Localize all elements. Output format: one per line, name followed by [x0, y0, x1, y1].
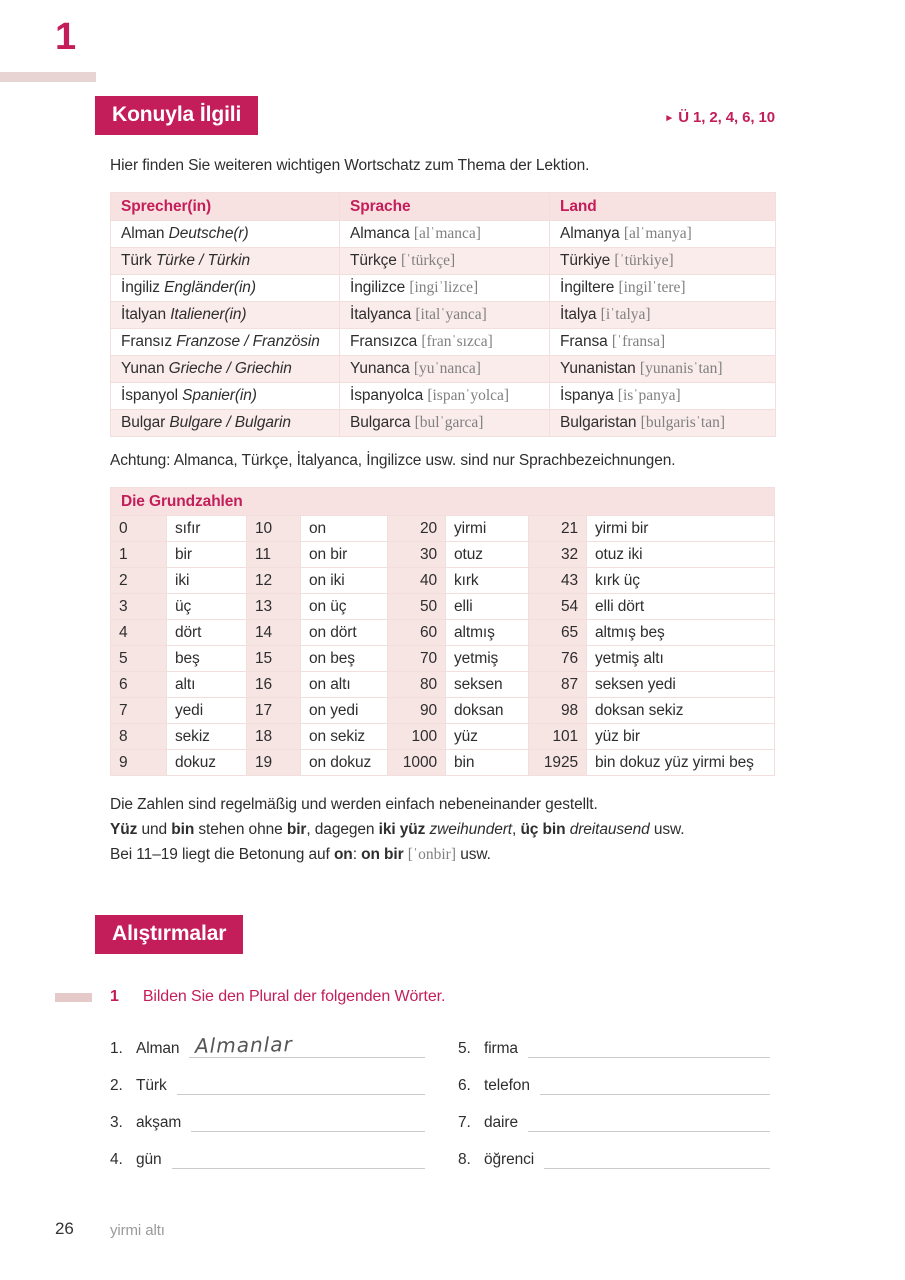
word: Fransa: [560, 333, 612, 350]
numeral-cell: 12: [247, 568, 301, 594]
number-word-cell: üç: [167, 594, 247, 620]
number-word-cell: on sekiz: [301, 724, 388, 750]
numeral-cell: 13: [247, 594, 301, 620]
country-cell: [550, 383, 776, 410]
chapter-accent-bar: [0, 72, 96, 82]
pronunciation: [yunanisˈtan]: [639, 360, 723, 377]
text-segment: Bei 11–19 liegt die Betonung auf: [110, 846, 334, 863]
numeral-cell: 5: [111, 646, 167, 672]
exercise-item: [110, 1141, 425, 1169]
number-word-cell: on: [301, 516, 388, 542]
word: Fransız: [121, 333, 177, 350]
text-segment: [ˈonbir]: [407, 846, 456, 863]
language-cell: [340, 410, 550, 437]
numeral-cell: 10: [247, 516, 301, 542]
number-word-cell: altı: [167, 672, 247, 698]
exercise-items-grid: [110, 1030, 775, 1178]
exercise-item: [110, 1104, 425, 1132]
number-word-cell: iki: [167, 568, 247, 594]
exercise-accent-bar: [55, 993, 92, 1002]
vocabulary-table: [110, 192, 776, 437]
item-number: 3.: [110, 1114, 123, 1131]
text-segment: on bir: [361, 846, 404, 863]
german-translation: Türke / Türkin: [155, 252, 251, 269]
item-word: gün: [136, 1151, 162, 1168]
language-cell: [340, 302, 550, 329]
german-translation: Deutsche(r): [168, 225, 249, 242]
section-title-konuyla-ilgili: Konuyla İlgili: [95, 96, 258, 135]
vocab-table-body: [111, 221, 776, 437]
number-word-cell: on bir: [301, 542, 388, 568]
country-cell: [550, 329, 776, 356]
chapter-number: 1: [55, 16, 77, 58]
number-word-cell: yedi: [167, 698, 247, 724]
numeral-cell: 80: [388, 672, 446, 698]
pronunciation: [alˈmanca]: [413, 225, 481, 242]
text-segment: zweihundert: [429, 821, 513, 838]
numbers-row: [111, 724, 775, 750]
vocab-row: [111, 302, 776, 329]
vocab-row: [111, 221, 776, 248]
numbers-explanation: [110, 792, 790, 867]
numeral-cell: 60: [388, 620, 446, 646]
number-word-cell: on altı: [301, 672, 388, 698]
numeral-cell: 32: [529, 542, 587, 568]
number-word-cell: seksen: [446, 672, 529, 698]
vocab-row: [111, 329, 776, 356]
exercise-item: [110, 1067, 425, 1095]
item-word: Türk: [136, 1077, 167, 1094]
numbers-row: [111, 542, 775, 568]
numeral-cell: 70: [388, 646, 446, 672]
numeral-cell: 100: [388, 724, 446, 750]
item-number: 8.: [458, 1151, 471, 1168]
numbers-table-body: [111, 516, 775, 776]
text-segment: ,: [512, 821, 521, 838]
number-word-cell: on dokuz: [301, 750, 388, 776]
answer-blank[interactable]: [528, 1030, 770, 1058]
word: İspanya: [560, 387, 618, 404]
word: İspanyolca: [350, 387, 428, 404]
achtung-note: Achtung: Almanca, Türkçe, İtalyanca, İngilizce usw. sind nur Sprachbezeichnungen.: [110, 452, 676, 469]
item-number: 7.: [458, 1114, 471, 1131]
number-word-cell: kırk: [446, 568, 529, 594]
numbers-row: [111, 672, 775, 698]
numeral-cell: 90: [388, 698, 446, 724]
numbers-row: [111, 516, 775, 542]
vocab-row: [111, 275, 776, 302]
numbers-row: [111, 646, 775, 672]
numeral-cell: 19: [247, 750, 301, 776]
number-word-cell: yüz: [446, 724, 529, 750]
word: İtalyanca: [350, 306, 416, 323]
item-word: telefon: [484, 1077, 530, 1094]
numbers-row: [111, 698, 775, 724]
pronunciation: [isˈpanya]: [617, 387, 681, 404]
vocab-row: [111, 383, 776, 410]
section-title-alistirmalar: Alıştırmalar: [95, 915, 243, 954]
word: Türkçe: [350, 252, 401, 269]
country-cell: [550, 410, 776, 437]
number-word-cell: kırk üç: [587, 568, 775, 594]
pronunciation: [ˈtürkçe]: [400, 252, 456, 269]
item-word: daire: [484, 1114, 518, 1131]
item-word: firma: [484, 1040, 518, 1057]
handwritten-answer: Almanlar: [195, 1032, 294, 1058]
number-word-cell: bin: [446, 750, 529, 776]
german-translation: Spanier(in): [182, 387, 257, 404]
answer-blank[interactable]: [189, 1030, 425, 1058]
pronunciation: [ˈtürkiye]: [614, 252, 674, 269]
word: Yunanistan: [560, 360, 640, 377]
numbers-row: [111, 568, 775, 594]
text-segment: stehen ohne: [194, 821, 287, 838]
number-word-cell: on üç: [301, 594, 388, 620]
language-cell: [340, 248, 550, 275]
word: Bulgar: [121, 414, 170, 431]
exercise-instruction: Bilden Sie den Plural der folgenden Wörter.: [142, 988, 446, 1005]
exercise-item: [110, 1030, 425, 1058]
number-word-cell: bir: [167, 542, 247, 568]
number-word-cell: sıfır: [167, 516, 247, 542]
text-segment: on: [333, 846, 353, 863]
language-cell: [340, 383, 550, 410]
numbers-explanation-line3: [110, 842, 790, 867]
speaker-cell: [111, 248, 340, 275]
numeral-cell: 1925: [529, 750, 587, 776]
numeral-cell: 21: [529, 516, 587, 542]
language-cell: [340, 356, 550, 383]
page-number: 26: [55, 1219, 74, 1238]
number-word-cell: yetmiş altı: [587, 646, 775, 672]
numeral-cell: 101: [529, 724, 587, 750]
number-word-cell: otuz: [446, 542, 529, 568]
number-word-cell: on beş: [301, 646, 388, 672]
numeral-cell: 18: [247, 724, 301, 750]
text-segment: iki yüz: [378, 821, 426, 838]
item-number: 2.: [110, 1077, 123, 1094]
item-number: 1.: [110, 1040, 123, 1057]
number-word-cell: otuz iki: [587, 542, 775, 568]
exercise-item: [458, 1030, 770, 1058]
word: Yunanca: [350, 360, 414, 377]
numeral-cell: 15: [247, 646, 301, 672]
vocab-row: [111, 248, 776, 275]
speaker-cell: [111, 275, 340, 302]
right-triangle-icon: ►: [664, 113, 675, 124]
word: Alman: [121, 225, 169, 242]
word: İtalyan: [121, 306, 171, 323]
pronunciation: [ingilˈtere]: [618, 279, 686, 296]
number-word-cell: seksen yedi: [587, 672, 775, 698]
numbers-table-title: Die Grundzahlen: [111, 488, 775, 516]
text-segment: und: [137, 821, 172, 838]
numeral-cell: 76: [529, 646, 587, 672]
number-word-cell: on dört: [301, 620, 388, 646]
german-translation: Engländer(in): [164, 279, 256, 296]
answer-blank[interactable]: [191, 1104, 425, 1132]
country-cell: [550, 248, 776, 275]
text-segment: usw.: [649, 821, 685, 838]
language-cell: [340, 221, 550, 248]
german-translation: Grieche / Griechin: [168, 360, 292, 377]
answer-blank[interactable]: [177, 1067, 425, 1095]
numeral-cell: 20: [388, 516, 446, 542]
pronunciation: [ˈfransa]: [611, 333, 666, 350]
numbers-explanation-line1: [110, 792, 790, 817]
exercise-reference: [664, 109, 775, 126]
number-word-cell: doksan: [446, 698, 529, 724]
language-cell: [340, 329, 550, 356]
number-word-cell: yirmi: [446, 516, 529, 542]
numeral-cell: 98: [529, 698, 587, 724]
numeral-cell: 50: [388, 594, 446, 620]
vocab-header-sprecher: Sprecher(in): [111, 193, 340, 221]
vocab-row: [111, 410, 776, 437]
speaker-cell: [111, 302, 340, 329]
numeral-cell: 8: [111, 724, 167, 750]
item-word: akşam: [136, 1114, 182, 1131]
cardinal-numbers-table: [110, 487, 775, 776]
number-word-cell: doksan sekiz: [587, 698, 775, 724]
pronunciation: [alˈmanya]: [623, 225, 692, 242]
text-segment: bin: [171, 821, 195, 838]
numeral-cell: 6: [111, 672, 167, 698]
page-number-word: yirmi altı: [110, 1222, 165, 1239]
numeral-cell: 9: [111, 750, 167, 776]
word: Bulgaristan: [560, 414, 641, 431]
word: İngiltere: [560, 279, 619, 296]
exercise-items-left: [110, 1030, 425, 1178]
numeral-cell: 11: [247, 542, 301, 568]
pronunciation: [italˈyanca]: [415, 306, 487, 323]
numeral-cell: 87: [529, 672, 587, 698]
numeral-cell: 2: [111, 568, 167, 594]
item-word: Alman: [136, 1040, 180, 1057]
text-segment: üç bin: [520, 821, 566, 838]
pronunciation: [yuˈnanca]: [413, 360, 481, 377]
pronunciation: [iˈtalya]: [600, 306, 651, 323]
answer-blank[interactable]: [528, 1104, 770, 1132]
numeral-cell: 14: [247, 620, 301, 646]
country-cell: [550, 275, 776, 302]
german-translation: Bulgare / Bulgarin: [169, 414, 291, 431]
numeral-cell: 17: [247, 698, 301, 724]
word: Almanca: [350, 225, 414, 242]
vocab-header-land: Land: [550, 193, 776, 221]
speaker-cell: [111, 329, 340, 356]
item-number: 6.: [458, 1077, 471, 1094]
answer-blank[interactable]: [172, 1141, 425, 1169]
numbers-explanation-line2: [110, 817, 790, 842]
numeral-cell: 40: [388, 568, 446, 594]
pronunciation: [ingiˈlizce]: [409, 279, 479, 296]
word: İtalya: [560, 306, 601, 323]
pronunciation: [bulgarisˈtan]: [640, 414, 726, 431]
text-segment: dreitausend: [569, 821, 650, 838]
german-translation: Franzose / Französin: [176, 333, 320, 350]
exercise-item: [458, 1067, 770, 1095]
item-number: 5.: [458, 1040, 471, 1057]
number-word-cell: altmış: [446, 620, 529, 646]
text-segment: Die Zahlen sind regelmäßig und werden einfach nebeneinander gestellt.: [110, 796, 598, 813]
word: Almanya: [560, 225, 624, 242]
number-word-cell: yüz bir: [587, 724, 775, 750]
numeral-cell: 54: [529, 594, 587, 620]
numeral-cell: 0: [111, 516, 167, 542]
numeral-cell: 43: [529, 568, 587, 594]
numeral-cell: 1: [111, 542, 167, 568]
vocab-header-sprache: Sprache: [340, 193, 550, 221]
intro-text: Hier finden Sie weiteren wichtigen Wortschatz zum Thema der Lektion.: [110, 157, 590, 174]
numeral-cell: 30: [388, 542, 446, 568]
pronunciation: [ispanˈyolca]: [427, 387, 510, 404]
numeral-cell: 16: [247, 672, 301, 698]
pronunciation: [franˈsızca]: [421, 333, 493, 350]
answer-blank[interactable]: [544, 1141, 770, 1169]
text-segment: Yüz: [110, 821, 138, 838]
word: Bulgarca: [350, 414, 415, 431]
numeral-cell: 3: [111, 594, 167, 620]
answer-blank[interactable]: [540, 1067, 770, 1095]
numbers-row: [111, 620, 775, 646]
numbers-row: [111, 594, 775, 620]
item-number: 4.: [110, 1151, 123, 1168]
exercise-reference-label: Ü 1, 2, 4, 6, 10: [678, 109, 775, 126]
number-word-cell: yirmi bir: [587, 516, 775, 542]
speaker-cell: [111, 356, 340, 383]
german-translation: Italiener(in): [170, 306, 247, 323]
country-cell: [550, 302, 776, 329]
number-word-cell: altmış beş: [587, 620, 775, 646]
speaker-cell: [111, 383, 340, 410]
text-segment: bir: [286, 821, 307, 838]
number-word-cell: dokuz: [167, 750, 247, 776]
exercise-item: [458, 1141, 770, 1169]
word: İspanyol: [121, 387, 183, 404]
numeral-cell: 7: [111, 698, 167, 724]
number-word-cell: on iki: [301, 568, 388, 594]
number-word-cell: elli dört: [587, 594, 775, 620]
text-segment: , dagegen: [306, 821, 379, 838]
vocab-row: [111, 356, 776, 383]
number-word-cell: beş: [167, 646, 247, 672]
numbers-header-row: [111, 488, 775, 516]
number-word-cell: yetmiş: [446, 646, 529, 672]
number-word-cell: on yedi: [301, 698, 388, 724]
text-segment: :: [352, 846, 362, 863]
word: İngilizce: [350, 279, 410, 296]
word: Fransızca: [350, 333, 422, 350]
numeral-cell: 1000: [388, 750, 446, 776]
exercise-number: 1: [110, 988, 119, 1005]
pronunciation: [bulˈgarca]: [414, 414, 484, 431]
number-word-cell: elli: [446, 594, 529, 620]
numeral-cell: 65: [529, 620, 587, 646]
language-cell: [340, 275, 550, 302]
number-word-cell: sekiz: [167, 724, 247, 750]
word: Türk: [121, 252, 156, 269]
country-cell: [550, 356, 776, 383]
exercise-items-right: [458, 1030, 770, 1178]
speaker-cell: [111, 410, 340, 437]
speaker-cell: [111, 221, 340, 248]
vocab-header-row: [111, 193, 776, 221]
exercise-item: [458, 1104, 770, 1132]
word: Türkiye: [560, 252, 615, 269]
text-segment: usw.: [455, 846, 491, 863]
word: İngiliz: [121, 279, 165, 296]
numeral-cell: 4: [111, 620, 167, 646]
exercise-1-header: [55, 988, 445, 1006]
number-word-cell: bin dokuz yüz yirmi beş: [587, 750, 775, 776]
numbers-row: [111, 750, 775, 776]
word: Yunan: [121, 360, 169, 377]
item-word: öğrenci: [484, 1151, 535, 1168]
number-word-cell: dört: [167, 620, 247, 646]
country-cell: [550, 221, 776, 248]
